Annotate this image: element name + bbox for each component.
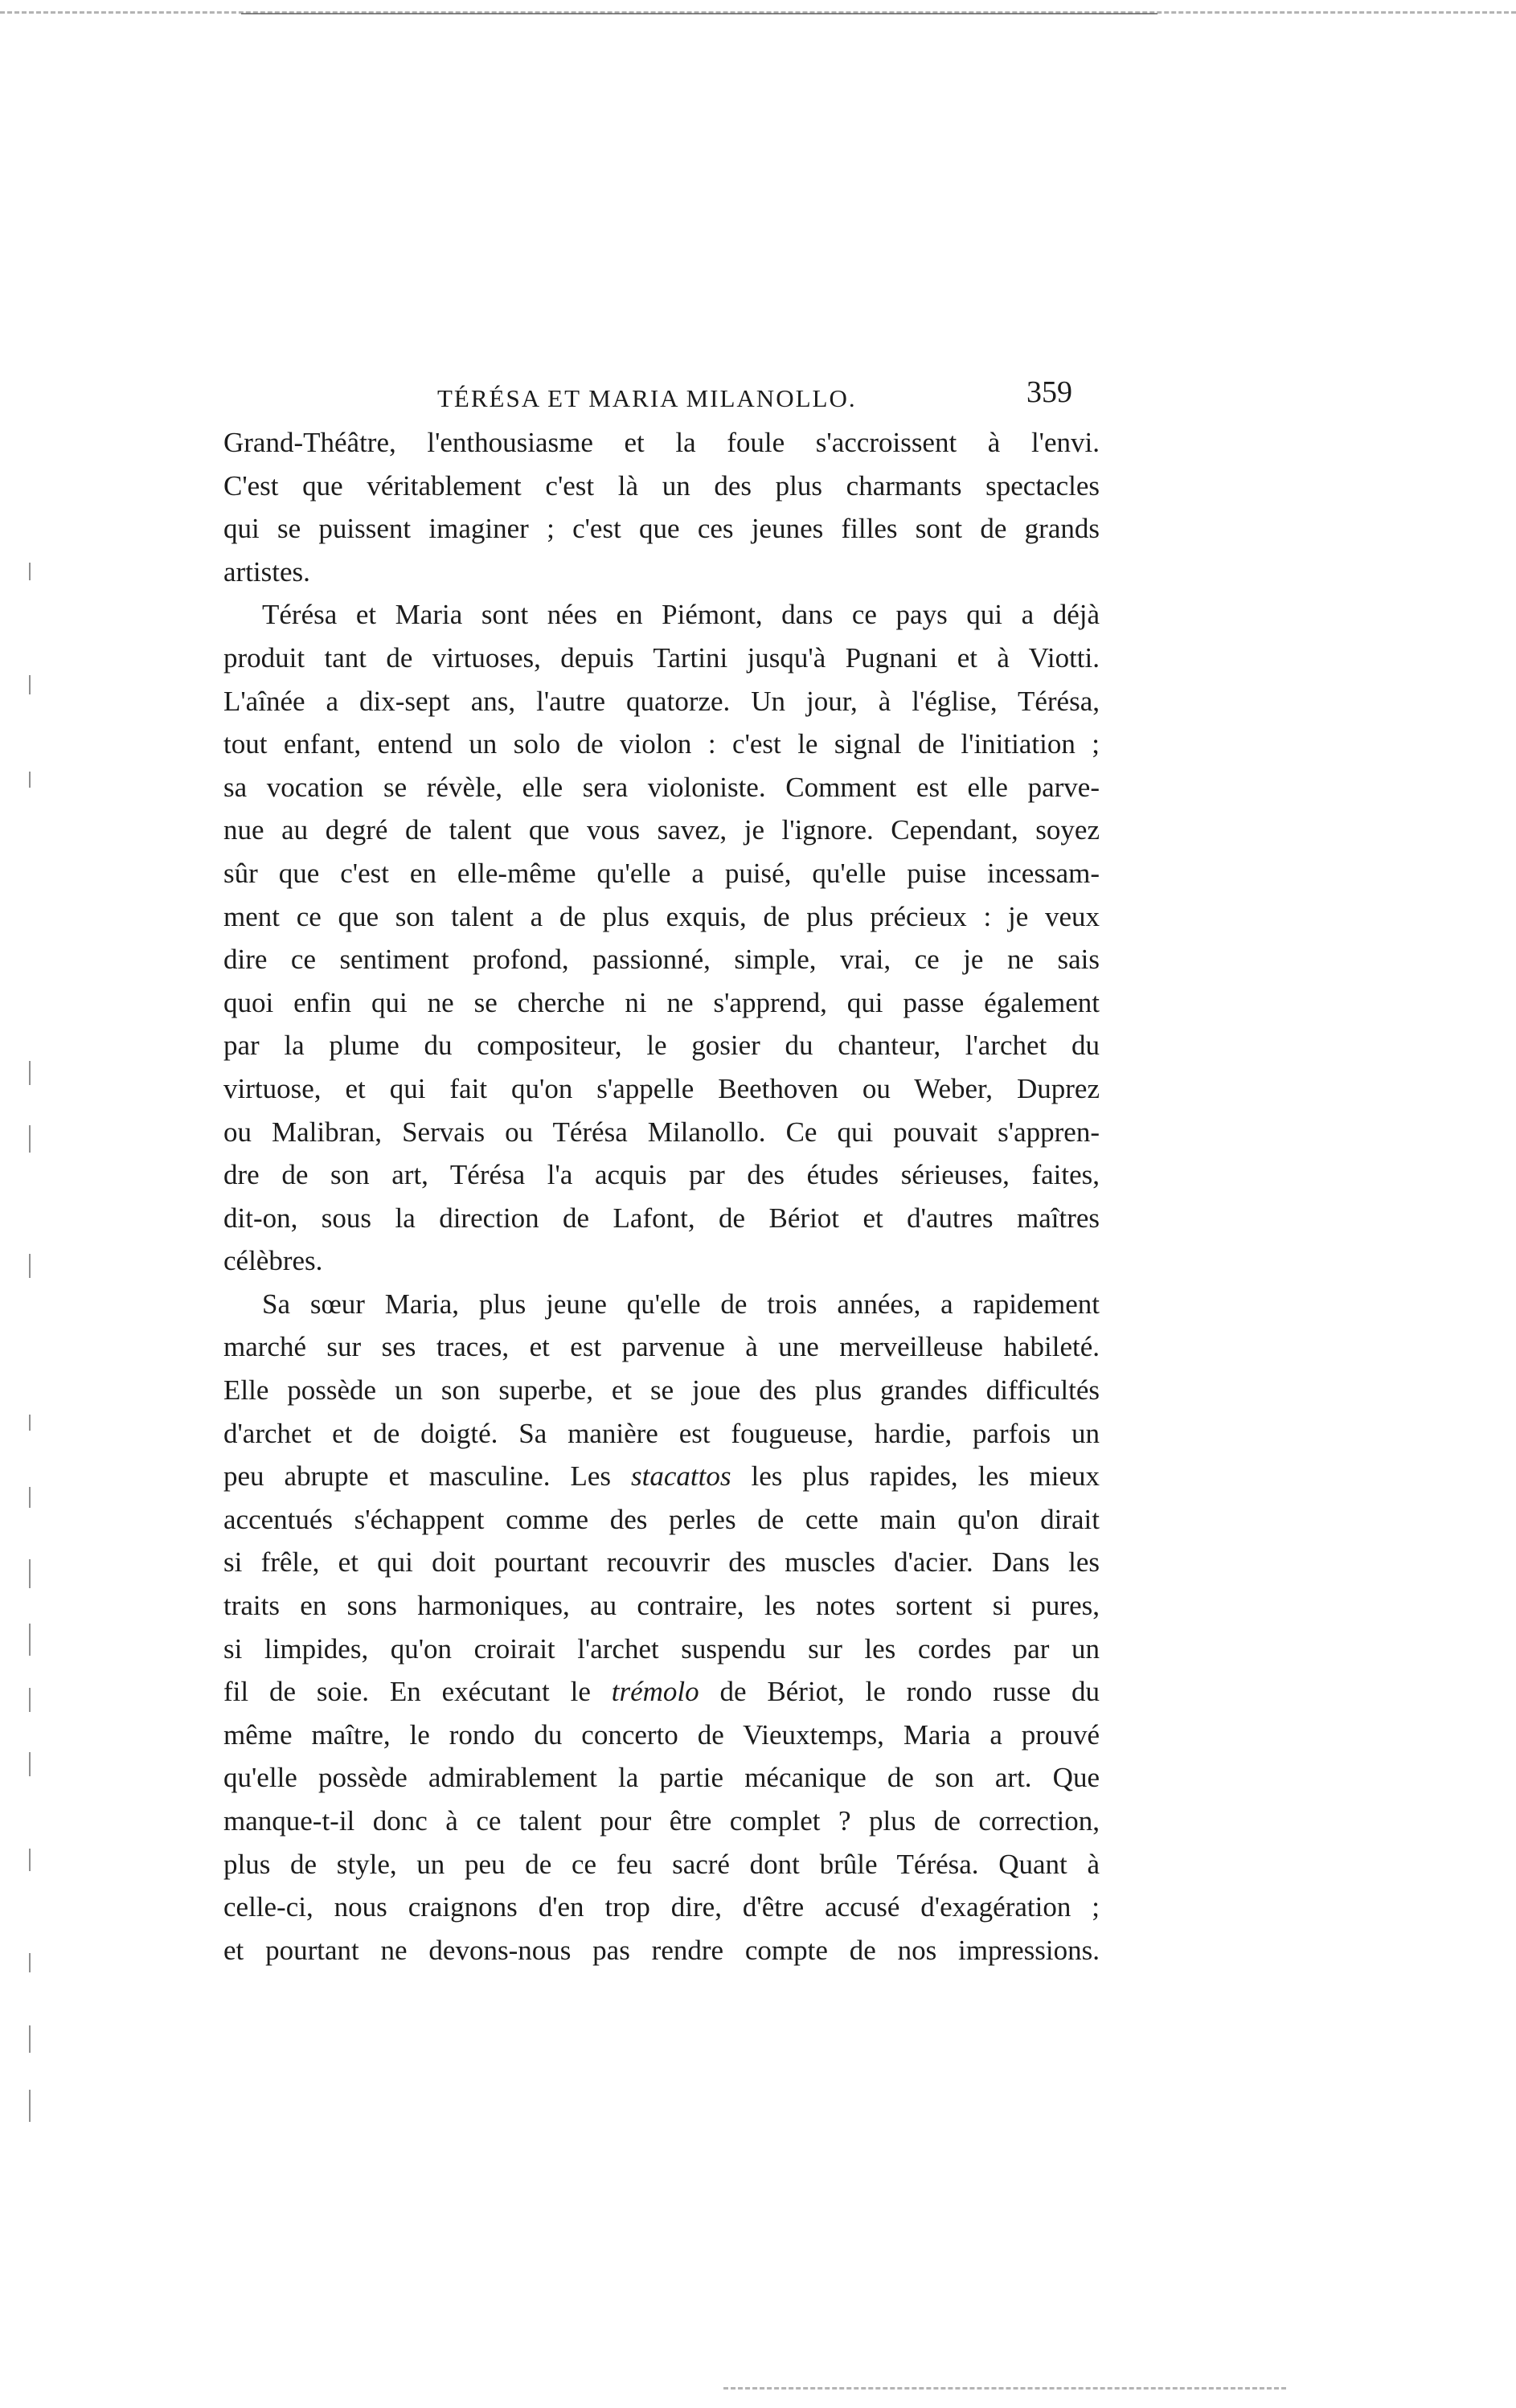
text-line: accentués s'échappent comme des perles de cette main qu'on dirait: [223, 1503, 1100, 1535]
text-line: Elle possède un son superbe, et se joue des plus grandes difficultés: [223, 1374, 1100, 1407]
scan-edge-rule: [241, 13, 1157, 14]
text-line: par la plume du compositeur, le gosier du chanteur, l'archet du: [223, 1030, 1100, 1062]
text-line: marché sur ses traces, et est parvenue à une merveilleuse habileté.: [223, 1331, 1100, 1363]
text-line: quoi enfin qui ne se cherche ni ne s'apprend, qui passe également: [223, 986, 1100, 1018]
text-line: sa vocation se révèle, elle sera violoniste. Comment est elle parve-: [223, 771, 1100, 803]
text-line: célèbres.: [223, 1245, 323, 1277]
text-line: même maître, le rondo du concerto de Vieuxtemps, Maria a prouvé: [223, 1718, 1100, 1751]
text-line: L'aînée a dix-sept ans, l'autre quatorze. Un jour, à l'église, Térésa,: [223, 685, 1100, 717]
text-line: dit-on, sous la direction de Lafont, de Bériot et d'autres maîtres: [223, 1202, 1100, 1234]
text-line: produit tant de virtuoses, depuis Tartini jusqu'à Pugnani et à Viotti.: [223, 641, 1100, 674]
text-line: dre de son art, Térésa l'a acquis par des études sérieuses, faites,: [223, 1159, 1100, 1191]
text-line: tout enfant, entend un solo de violon : c'est le signal de l'initiation ;: [223, 728, 1100, 760]
text-line: manque-t-il donc à ce talent pour être complet ? plus de correction,: [223, 1805, 1100, 1837]
text-line: si limpides, qu'on croirait l'archet suspendu sur les cordes par un: [223, 1632, 1100, 1665]
text-line: C'est que véritablement c'est là un des plus charmants spectacles: [223, 469, 1100, 502]
text-line: qui se puissent imaginer ; c'est que ces jeunes filles sont de grands: [223, 513, 1100, 545]
italic-stacattos: stacattos: [631, 1460, 731, 1493]
text-line: sûr que c'est en elle-même qu'elle a puisé, qu'elle puise incessam-: [223, 857, 1100, 889]
text-line: ou Malibran, Servais ou Térésa Milanollo. Ce qui pouvait s'appren-: [223, 1116, 1100, 1148]
italic-tremolo: trémolo: [611, 1676, 699, 1708]
body-text: [223, 421, 1100, 1972]
text-line: Térésa et Maria sont nées en Piémont, dans ce pays qui a déjà: [262, 599, 1100, 631]
text-line: ment ce que son talent a de plus exquis, de plus précieux : je veux: [223, 900, 1100, 932]
binding-margin-marks: [29, 563, 35, 2130]
text-line: fil de soie. En exécutant le trémolo de Bériot, le rondo russe du: [223, 1676, 1100, 1708]
running-head: [223, 371, 1100, 421]
text-line: artistes.: [223, 555, 310, 588]
text-line: d'archet et de doigté. Sa manière est fougueuse, hardie, parfois un: [223, 1417, 1100, 1449]
text-line: peu abrupte et masculine. Les stacattos les plus rapides, les mieux: [223, 1460, 1100, 1493]
text-line: traits en sons harmoniques, au contraire, les notes sortent si pures,: [223, 1590, 1100, 1622]
scan-edge-bottom: [723, 2387, 1286, 2390]
text-line: Sa sœur Maria, plus jeune qu'elle de trois années, a rapidement: [262, 1288, 1100, 1320]
text-line: qu'elle possède admirablement la partie mécanique de son art. Que: [223, 1762, 1100, 1794]
text-line: nue au degré de talent que vous savez, je l'ignore. Cependant, soyez: [223, 814, 1100, 846]
text-line: et pourtant ne devons-nous pas rendre compte de nos impressions.: [223, 1934, 1100, 1966]
text-line: si frêle, et qui doit pourtant recouvrir des muscles d'acier. Dans les: [223, 1546, 1100, 1579]
book-page: [223, 371, 1100, 1972]
text-line: plus de style, un peu de ce feu sacré dont brûle Térésa. Quant à: [223, 1848, 1100, 1880]
text-line: celle-ci, nous craignons d'en trop dire, d'être accusé d'exagération ;: [223, 1891, 1100, 1923]
running-title: TÉRÉSA ET MARIA MILANOLLO.: [437, 384, 857, 412]
text-line: dire ce sentiment profond, passionné, simple, vrai, ce je ne sais: [223, 944, 1100, 976]
page-number: 359: [1026, 375, 1072, 409]
text-line: Grand-Théâtre, l'enthousiasme et la foule s'accroissent à l'envi.: [223, 427, 1100, 458]
text-line: virtuose, et qui fait qu'on s'appelle Beethoven ou Weber, Duprez: [223, 1072, 1100, 1104]
